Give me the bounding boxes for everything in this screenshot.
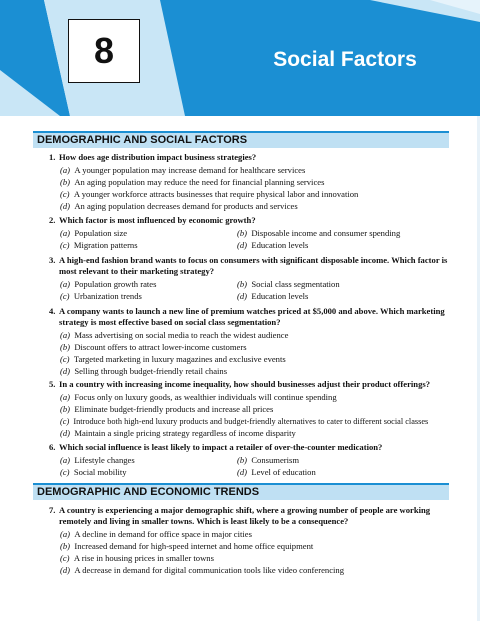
section-heading <box>33 131 449 148</box>
question-text: A high-end fashion brand wants to focus on consumers with significant disposable income. Which factor is most relevant to their marketing strategy? <box>59 255 448 276</box>
option: (d) Selling through budget-friendly retail chains <box>60 366 228 376</box>
option: (b) An aging population may reduce the need for financial planning services <box>60 177 325 187</box>
option: (d) Education levels <box>237 291 309 301</box>
option: (a) Population size <box>60 228 128 238</box>
option: (d) A decrease in demand for digital communication tools like video conferencing <box>60 565 344 575</box>
chapter-number-box <box>68 19 140 83</box>
option: (c) A younger workforce attracts businesses that require physical labor and innovation <box>60 189 359 199</box>
question-text: A company wants to launch a new line of premium watches priced at $5,000 and above. Which marketing strategy is most effective based on social class segmentation? <box>59 306 445 327</box>
question-number: 4. <box>49 306 56 316</box>
question-text: A country is experiencing a major demographic shift, where a growing number of people are working remotely and living in smaller towns. Which is least likely to be a consequence? <box>59 505 431 526</box>
option: (b) Discount offers to attract lower-income customers <box>60 342 247 352</box>
option: (b) Social class segmentation <box>237 279 340 289</box>
option: (b) Consumerism <box>237 455 300 465</box>
option: (a) A decline in demand for office space in major cities <box>60 529 252 539</box>
option: (c) Migration patterns <box>60 240 138 250</box>
option: (d) Maintain a single pricing strategy regardless of income disparity <box>60 428 296 438</box>
option: (c) A rise in housing prices in smaller towns <box>60 553 214 563</box>
option: (c) Urbanization trends <box>60 291 142 301</box>
section-title: DEMOGRAPHIC AND ECONOMIC TRENDS <box>37 486 260 498</box>
question-number: 5. <box>49 379 56 389</box>
question-number: 3. <box>49 255 56 265</box>
section-heading <box>33 483 449 500</box>
question-text: Which factor is most influenced by economic growth? <box>59 215 256 225</box>
option: (b) Eliminate budget-friendly products and increase all prices <box>60 404 274 414</box>
option: (d) Level of education <box>237 467 316 477</box>
chapter-banner <box>0 0 480 116</box>
option: (a) Focus only on luxury goods, as wealthier individuals will continue spending <box>60 392 337 402</box>
option: (c) Social mobility <box>60 467 127 477</box>
question-text: How does age distribution impact business strategies? <box>59 152 257 162</box>
question-number: 2. <box>49 215 56 225</box>
chapter-title: Social Factors <box>273 48 417 71</box>
option: (c) Introduce both high-end luxury products and budget-friendly alternatives to cater to different social classes <box>60 417 429 426</box>
question-number: 1. <box>49 152 56 162</box>
section-title: DEMOGRAPHIC AND SOCIAL FACTORS <box>37 134 248 146</box>
option: (b) Increased demand for high-speed internet and home office equipment <box>60 541 314 551</box>
option: (a) Lifestyle changes <box>60 455 135 465</box>
option: (a) Mass advertising on social media to reach the widest audience <box>60 330 289 340</box>
question-number: 6. <box>49 442 56 452</box>
option: (a) Population growth rates <box>60 279 157 289</box>
option: (a) A younger population may increase demand for healthcare services <box>60 165 306 175</box>
question-text: In a country with increasing income inequality, how should businesses adjust their product offerings? <box>59 379 431 389</box>
question-number: 7. <box>49 505 56 515</box>
chapter-number: 8 <box>93 30 115 71</box>
option: (d) An aging population decreases demand for products and services <box>60 201 298 211</box>
option: (d) Education levels <box>237 240 309 250</box>
option: (c) Targeted marketing in luxury magazines and exclusive events <box>60 354 286 364</box>
question-text: Which social influence is least likely to impact a retailer of over-the-counter medication? <box>59 442 383 452</box>
option: (b) Disposable income and consumer spending <box>237 228 401 238</box>
